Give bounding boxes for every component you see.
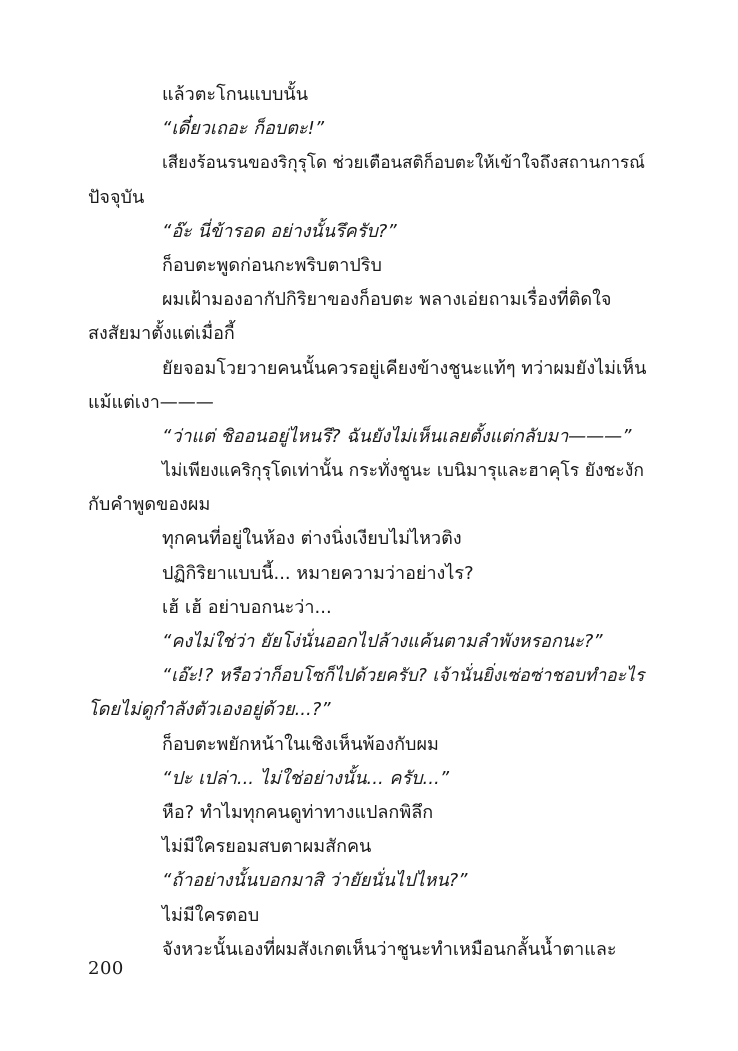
dialogue-line [88,864,652,898]
page-number: 200 [88,958,124,979]
line-text: ปัจจุบัน [88,186,145,208]
text-line [88,728,652,762]
text-line [88,591,652,625]
line-text: ไม่มีใครยอมสบตาผมสักคน [162,836,372,858]
line-text: เฮ้ เฮ้ อย่าบอกนะว่า... [162,596,332,618]
line-text: ปฏิกิริยาแบบนี้... หมายความว่าอย่างไร? [162,562,474,584]
line-text: เสียงร้อนรนของริกุรุโด ช่วยเตือนสติก็อบตะให้เข้าใจถึงสถานการณ์ [162,153,645,174]
dialogue-line [88,693,652,727]
text-line [88,557,652,591]
line-text: “อ๊ะ นี่ข้ารอด อย่างนั้นรึครับ?” [162,220,397,242]
dialogue-line [88,112,652,146]
text-line [88,454,652,488]
line-text: ผมเฝ้ามองอากัปกิริยาของก็อบตะ พลางเอ่ยถามเรื่องที่ติดใจ [162,289,612,311]
dialogue-line [88,659,652,693]
line-text: ไม่มีใครตอบ [162,904,260,926]
line-text: แม้แต่เงา——— [88,391,214,413]
dialogue-line [88,215,652,249]
line-text: ทุกคนที่อยู่ในห้อง ต่างนิ่งเงียบไม่ไหวติง [162,528,462,550]
line-text: ก็อบตะพยักหน้าในเชิงเห็นพ้องกับผม [162,733,439,755]
line-text: ยัยจอมโวยวายคนนั้นควรอยู่เคียงข้างชูนะแท้ๆ ทว่าผมยังไม่เห็น [162,357,647,379]
line-text: ไม่เพียงแคริกุรุโดเท่านั้น กระทั่งชูนะ เบนิมารุและฮาคุโร ยังชะงัก [162,461,644,482]
line-text: “ปะ เปล่า... ไม่ใช่อย่างนั้น... ครับ...” [162,767,450,789]
line-text: สงสัยมาตั้งแต่เมื่อกี้ [88,323,235,345]
line-text: โดยไม่ดูกำลังตัวเองอยู่ด้วย...?” [88,699,331,721]
text-line [88,317,652,351]
text-body [88,78,652,967]
line-text: แล้วตะโกนแบบนั้น [162,84,309,105]
text-line [88,78,652,112]
text-line [88,899,652,933]
line-text: “เดี๋ยวเถอะ ก็อบตะ!” [162,118,325,140]
text-line [88,283,652,317]
line-text: ก็อบตะพูดก่อนกะพริบตาปริบ [162,254,382,276]
dialogue-line [88,420,652,454]
text-line [88,830,652,864]
line-text: กับคำพูดของผม [88,494,211,516]
text-line [88,249,652,283]
line-text: “คงไม่ใช่ว่า ยัยโง่นั่นออกไปล้างแค้นตามลำพังหรอกนะ?” [162,631,603,652]
line-text: จังหวะนั้นเองที่ผมสังเกตเห็นว่าชูนะทำเหมือนกลั้นน้ำตาและ [162,938,617,960]
line-text: “เอ๊ะ!? หรือว่าก็อบโซก็ไปด้วยครับ? เจ้านั่นยิ่งเซ่อซ่าชอบทำอะไร [162,666,645,687]
text-line [88,146,652,180]
line-text: “ถ้าอย่างนั้นบอกมาสิ ว่ายัยนั่นไปไหน?” [162,870,468,892]
dialogue-line [88,625,652,659]
text-line [88,181,652,215]
text-line [88,933,652,967]
text-line [88,386,652,420]
text-line [88,488,652,522]
line-text: หือ? ทำไมทุกคนดูท่าทางแปลกพิลึก [162,801,434,823]
dialogue-line [88,762,652,796]
text-line [88,352,652,386]
text-line [88,522,652,556]
line-text: “ว่าแต่ ชิออนอยู่ไหนรึ? ฉันยังไม่เห็นเลยตั้งแต่กลับมา———” [162,425,632,447]
text-line [88,796,652,830]
